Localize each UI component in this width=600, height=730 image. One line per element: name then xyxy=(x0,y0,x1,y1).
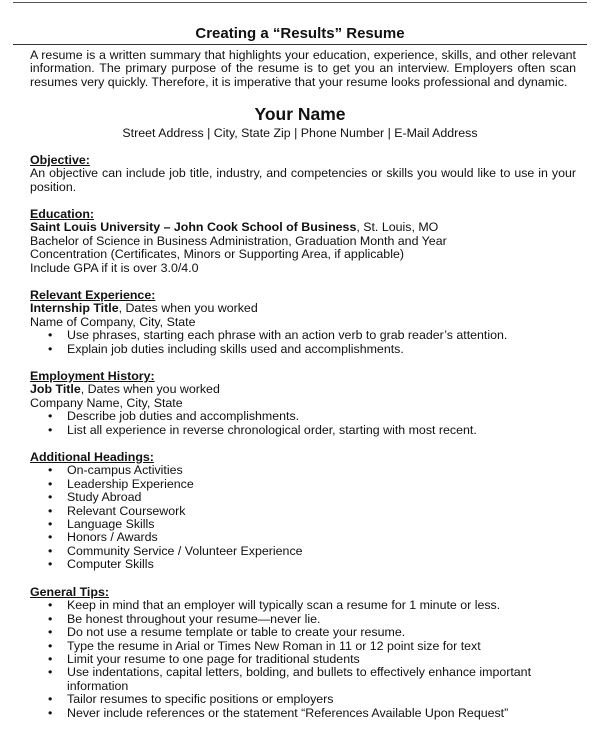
relevant-experience-section xyxy=(30,289,576,356)
concentration-line: Concentration (Certificates, Minors or Supporting Area, if applicable) xyxy=(30,247,404,262)
list-item-text: Honors / Awards xyxy=(67,530,158,545)
list-item-text: Describe job duties and accomplishments. xyxy=(67,409,300,424)
objective-section xyxy=(30,154,576,194)
bullet-icon: • xyxy=(48,328,53,343)
general-tips-heading: General Tips: xyxy=(30,585,109,599)
list-item-text: Type the resume in Arial or Times New Roman in 11 or 12 point size for text xyxy=(67,638,481,653)
list-item-text: Do not use a resume template or table to create your resume. xyxy=(67,625,406,640)
general-tips-section xyxy=(30,586,576,720)
job-company: Company Name, City, State xyxy=(30,395,183,410)
internship-title: Internship Title xyxy=(30,301,119,316)
objective-text: An objective can include job title, industry, and competencies or skills you would like to use in your position. xyxy=(30,166,576,194)
job-dates: , Dates when you worked xyxy=(80,382,220,397)
internship-company: Name of Company, City, State xyxy=(30,314,196,329)
list-item-text: Limit your resume to one page for traditional students xyxy=(67,652,360,667)
list-item-text: Never include references or the statement “References Available Upon Request” xyxy=(67,705,509,720)
internship-dates: , Dates when you worked xyxy=(118,301,258,316)
contact-line: Street Address | City, State Zip | Phone Number | E-Mail Address xyxy=(122,126,478,140)
list-item xyxy=(30,693,576,706)
document-title: Creating a “Results” Resume xyxy=(195,25,405,42)
list-item-text: Leadership Experience xyxy=(67,476,194,491)
bullet-icon: • xyxy=(48,705,53,720)
list-item-text: Computer Skills xyxy=(67,557,154,572)
school-location: , St. Louis, MO xyxy=(356,220,439,235)
list-item xyxy=(30,613,576,626)
bullet-icon: • xyxy=(48,517,53,532)
education-section xyxy=(30,208,576,275)
bullet-icon: • xyxy=(48,598,53,613)
bullet-icon: • xyxy=(48,490,53,505)
degree-line: Bachelor of Science in Business Administration, Graduation Month and Year xyxy=(30,233,447,248)
additional-headings-heading: Additional Headings: xyxy=(30,450,154,464)
list-item-text: Language Skills xyxy=(67,517,155,532)
list-item xyxy=(30,505,576,518)
list-item xyxy=(30,424,576,437)
general-tips-bullets xyxy=(30,599,576,720)
employment-history-section xyxy=(30,370,576,437)
list-item xyxy=(30,518,576,531)
list-item-text: Tailor resumes to specific positions or employers xyxy=(67,692,334,707)
school-name: Saint Louis University – John Cook School of Business xyxy=(30,220,357,235)
list-item-text: List all experience in reverse chronological order, starting with most recent. xyxy=(67,422,477,437)
bullet-icon: • xyxy=(48,625,53,640)
top-divider xyxy=(13,2,587,3)
additional-headings-bullets xyxy=(30,464,576,571)
list-item xyxy=(30,707,576,720)
list-item-text: Be honest throughout your resume—never lie. xyxy=(67,611,321,626)
list-item xyxy=(30,545,576,558)
list-item xyxy=(30,491,576,504)
list-item xyxy=(30,626,576,639)
bullet-icon: • xyxy=(48,463,53,478)
title-divider xyxy=(13,44,587,45)
list-item xyxy=(30,558,576,571)
bullet-icon: • xyxy=(48,409,53,424)
bullet-icon: • xyxy=(48,341,53,356)
list-item-text: Use phrases, starting each phrase with an action verb to grab reader’s attention. xyxy=(67,328,508,343)
list-item-text: Relevant Coursework xyxy=(67,503,186,518)
bullet-icon: • xyxy=(48,476,53,491)
bullet-icon: • xyxy=(48,530,53,545)
list-item xyxy=(30,478,576,491)
bullet-icon: • xyxy=(48,665,53,680)
list-item xyxy=(30,653,576,666)
employment-history-bullets xyxy=(30,410,576,437)
bullet-icon: • xyxy=(48,692,53,707)
job-title: Job Title xyxy=(30,382,81,397)
list-item-text: On-campus Activities xyxy=(67,463,183,478)
bullet-icon: • xyxy=(48,503,53,518)
list-item xyxy=(30,666,576,693)
employment-history-heading: Employment History: xyxy=(30,369,155,383)
resume-name: Your Name xyxy=(254,104,346,124)
bullet-icon: • xyxy=(48,638,53,653)
list-item xyxy=(30,599,576,612)
job-title-line xyxy=(30,383,576,396)
bullet-icon: • xyxy=(48,543,53,558)
additional-headings-section xyxy=(30,451,576,572)
relevant-experience-heading: Relevant Experience: xyxy=(30,288,156,302)
bullet-icon: • xyxy=(48,557,53,572)
list-item-text: Explain job duties including skills used and accomplishments. xyxy=(67,341,404,356)
list-item xyxy=(30,531,576,544)
bullet-icon: • xyxy=(48,652,53,667)
bullet-icon: • xyxy=(48,422,53,437)
education-heading: Education: xyxy=(30,207,95,221)
bullet-icon: • xyxy=(48,611,53,626)
relevant-experience-bullets xyxy=(30,329,576,356)
intro-paragraph: A resume is a written summary that highlights your education, experience, skills, and other relevant information. The primary purpose of the resume is to get you an interview. Employers often scan resumes very quickly. Therefore, it is imperative that your resume looks professional and dynamic. xyxy=(30,48,576,89)
gpa-line: Include GPA if it is over 3.0/4.0 xyxy=(30,260,199,275)
list-item xyxy=(30,410,576,423)
list-item-text: Community Service / Volunteer Experience xyxy=(67,543,303,558)
list-item xyxy=(30,329,576,342)
education-school-line xyxy=(30,221,576,234)
list-item xyxy=(30,640,576,653)
list-item-text: Study Abroad xyxy=(67,490,142,505)
list-item-text: Use indentations, capital letters, bolding, and bullets to effectively enhance important information xyxy=(67,665,532,693)
internship-title-line xyxy=(30,302,576,315)
list-item xyxy=(30,343,576,356)
list-item xyxy=(30,464,576,477)
objective-heading: Objective: xyxy=(30,153,90,167)
list-item-text: Keep in mind that an employer will typically scan a resume for 1 minute or less. xyxy=(67,598,501,613)
